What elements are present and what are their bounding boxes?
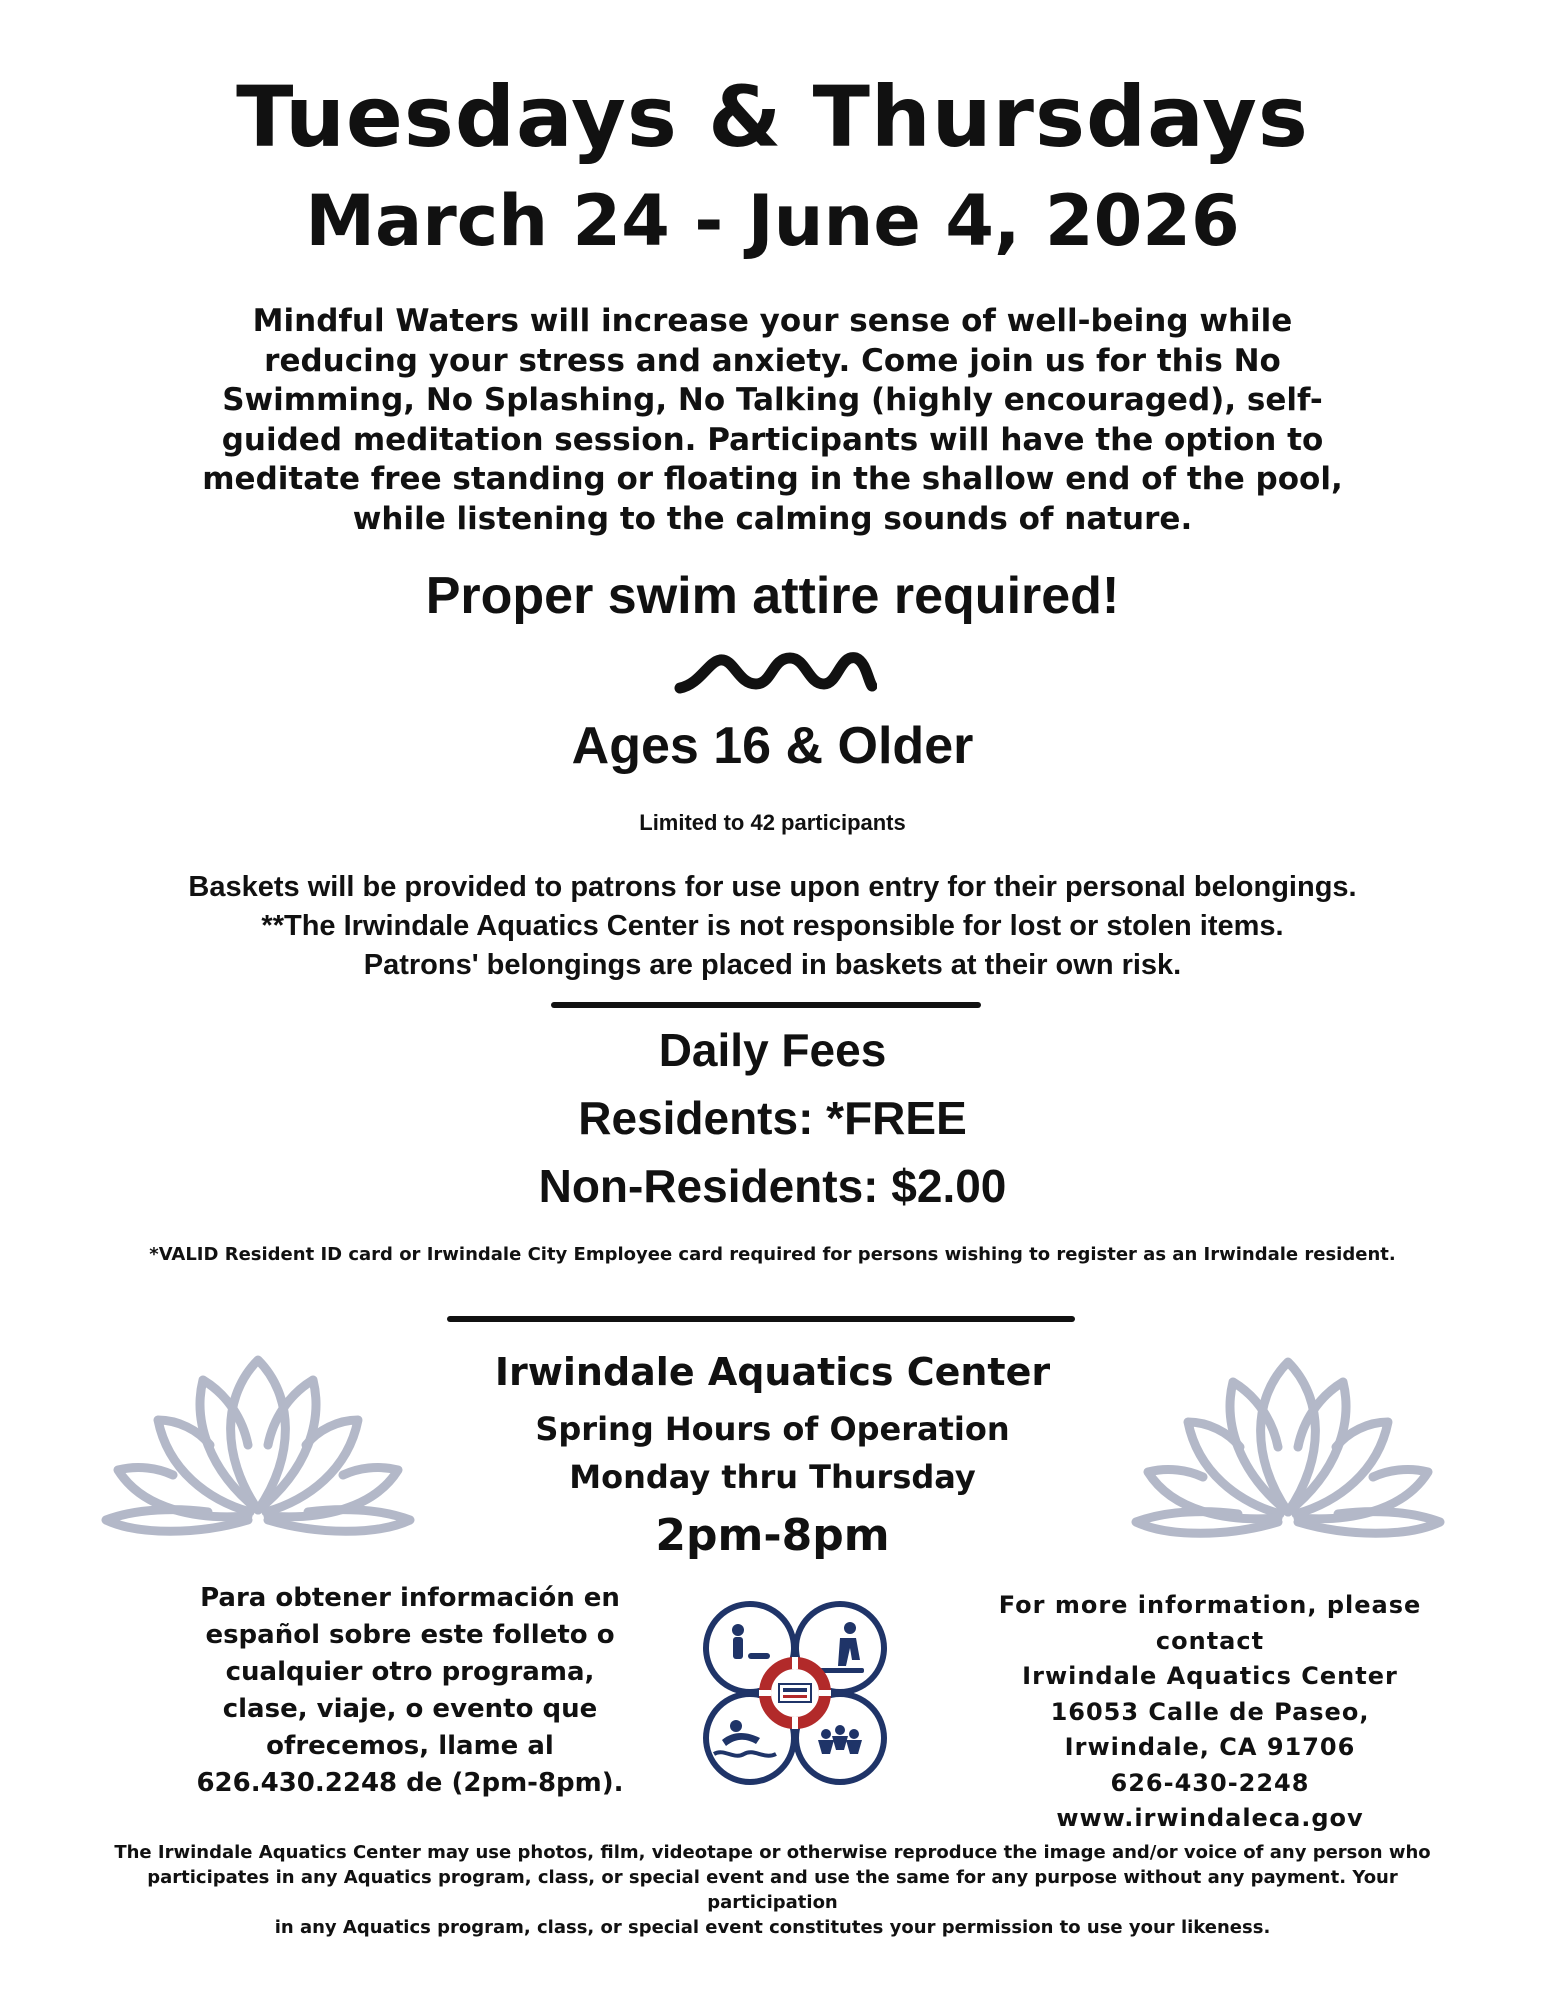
divider — [447, 1316, 1075, 1322]
description-line: while listening to the calming sounds of nature. — [352, 500, 1193, 537]
disclaimer-line: participates in any Aquatics program, class, or special event and use the same for any purpose without any payment. Your participation — [147, 1867, 1398, 1913]
contact-info — [950, 1588, 1470, 1837]
contact-phone: 626-430-2248 — [1110, 1768, 1310, 1797]
baskets-line: Baskets will be provided to patrons for use upon entry for their personal belongings. — [188, 871, 1357, 903]
spanish-line: ofrecemos, llame al — [266, 1731, 554, 1761]
spanish-info — [190, 1580, 630, 1802]
title-days: Tuesdays & Thursdays — [236, 68, 1309, 166]
description-line: Mindful Waters will increase your sense of well-being while — [252, 303, 1293, 339]
contact-website: www.irwindaleca.gov — [1056, 1804, 1364, 1832]
attire-notice: Proper swim attire required! — [425, 567, 1120, 625]
baskets-notice — [0, 868, 1545, 985]
age-requirement: Ages 16 & Older — [571, 717, 974, 775]
fees-residents: Residents: *FREE — [578, 1092, 967, 1144]
disclaimer-line: The Irwindale Aquatics Center may use photos, film, videotape or otherwise reproduce the image and/or voice of any person who — [114, 1842, 1431, 1863]
description-line: reducing your stress and anxiety. Come join us for this No — [264, 342, 1281, 379]
center-name: Irwindale Aquatics Center — [494, 1350, 1051, 1394]
disclaimer-line: in any Aquatics program, class, or special event constitutes your permission to use your likeness. — [274, 1917, 1271, 1938]
title-dates: March 24 - June 4, 2026 — [305, 180, 1240, 262]
hours-title: Spring Hours of Operation — [535, 1410, 1010, 1448]
baskets-line: Patrons' belongings are placed in baskets at their own risk. — [363, 949, 1182, 981]
spanish-line: clase, viaje, o evento que — [222, 1694, 598, 1724]
spanish-line: español sobre este folleto o — [205, 1620, 615, 1650]
resident-id-note: *VALID Resident ID card or Irwindale City Employee card required for persons wishing to register as an Irwindale resident. — [149, 1244, 1396, 1265]
fees-title: Daily Fees — [658, 1024, 887, 1076]
daily-fees — [0, 1016, 1545, 1220]
description-line: guided meditation session. Participants will have the option to — [221, 421, 1324, 458]
contact-line: Irwindale, CA 91706 — [1064, 1733, 1356, 1761]
description — [180, 302, 1365, 539]
baskets-line: **The Irwindale Aquatics Center is not responsible for lost or stolen items. — [261, 910, 1284, 942]
wave-icon — [672, 640, 877, 700]
hours-days: Monday thru Thursday — [569, 1458, 976, 1496]
contact-line: For more information, please contact — [998, 1591, 1422, 1655]
spanish-line: Para obtener información en — [200, 1583, 620, 1613]
divider — [551, 1002, 981, 1008]
contact-line: 16053 Calle de Paseo, — [1050, 1697, 1370, 1726]
media-disclaimer — [100, 1840, 1445, 1940]
spanish-line: 626.430.2248 de (2pm-8pm). — [196, 1768, 624, 1798]
description-line: meditate free standing or floating in the shallow end of the pool, — [202, 461, 1343, 497]
fees-non-residents: Non-Residents: $2.00 — [538, 1160, 1007, 1212]
spanish-line: cualquier otro programa, — [225, 1657, 595, 1687]
contact-line: Irwindale Aquatics Center — [1022, 1662, 1398, 1690]
hours-time: 2pm-8pm — [655, 1510, 890, 1561]
participant-limit: Limited to 42 participants — [639, 810, 906, 835]
aquatics-logo-icon — [700, 1598, 890, 1788]
description-line: Swimming, No Splashing, No Talking (highly encouraged), self- — [222, 382, 1323, 418]
